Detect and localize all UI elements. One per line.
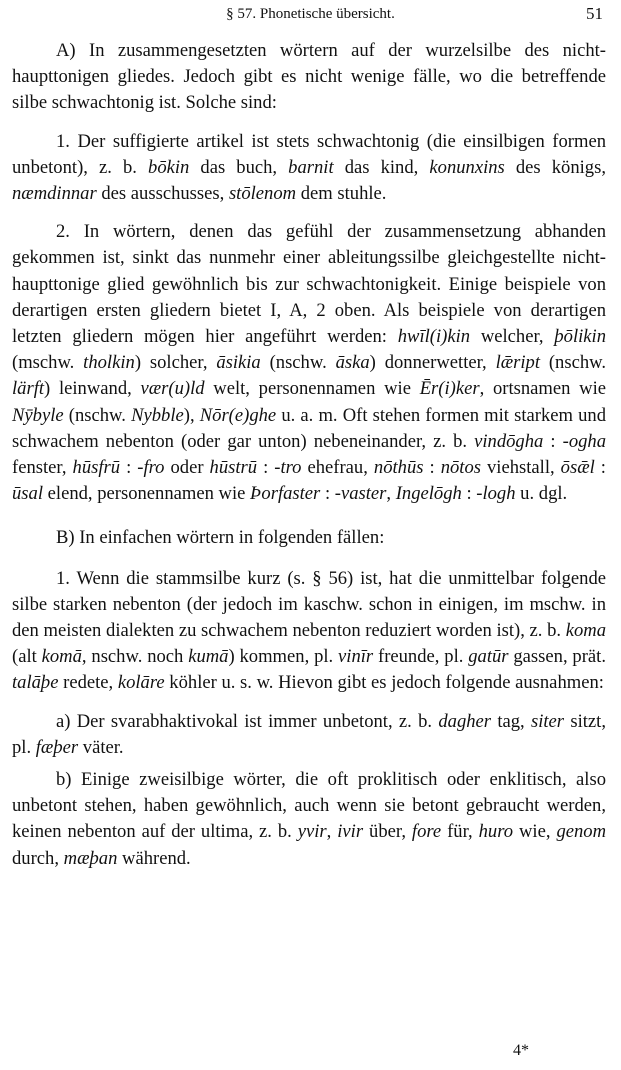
text-run: (nschw.: [260, 352, 336, 374]
cited-form: vær(u)ld: [140, 378, 205, 400]
cited-form: þōlikin: [554, 326, 606, 348]
cited-form: Ingelōgh: [395, 483, 462, 505]
cited-form: Þorfaster: [250, 483, 321, 505]
cited-form: vindōgha: [474, 430, 544, 452]
text-run: welt, personennamen wie: [204, 378, 420, 400]
paragraph-a-intro: [12, 38, 606, 117]
text-run: gassen, prät.: [508, 646, 606, 668]
cited-form: hūstrū: [209, 457, 258, 479]
page-number: 51: [586, 4, 603, 23]
text-run: tag,: [491, 710, 531, 732]
cited-form: āska: [335, 352, 370, 374]
text-run: durch,: [12, 847, 64, 869]
text-body: [12, 38, 606, 878]
text-run: :: [594, 457, 606, 479]
text-run: väter.: [78, 736, 124, 758]
cited-form: siter: [530, 710, 565, 732]
text-run: elend, personennamen wie: [43, 483, 251, 505]
text-run: das kind,: [333, 156, 430, 178]
cited-form: vinīr: [338, 646, 374, 668]
text-run: (nschw.: [63, 404, 132, 426]
paragraph-b-intro: [12, 525, 606, 551]
text-run: (mschw.: [12, 352, 84, 374]
text-run: 1. Der suffigierte artikel ist stets schwachtonig (die einsilbigen formen unbetont), z. b.: [12, 130, 606, 178]
cited-form: gatūr: [468, 646, 509, 668]
text-run: dem stuhle.: [296, 183, 387, 205]
text-run: (nschw.: [540, 352, 606, 374]
cited-form: nōthūs: [373, 457, 424, 479]
text-run: das buch,: [189, 156, 289, 178]
cited-form: lǣript: [495, 352, 540, 374]
paragraph-b-1b: [12, 767, 606, 872]
cited-form: konunxins: [429, 156, 505, 178]
text-run: 2. In wörtern, denen das gefühl der zusammensetzung abhanden gekommen ist, sinkt das nunmehr einer ableitungssilbe gleichgestellte nicht-haupttonige glied gewöhnlich bis zur schwachtonigkeit. Einige beispiele von derartigen ersten gliedern bietet I, A, 2 oben. Als beispiele von derartigen letzten gliedern mögen hier angeführt werden:: [12, 221, 606, 348]
text-run: ),: [183, 404, 200, 426]
cited-form: hwīl(i)kin: [397, 326, 471, 348]
cited-form: tholkin: [83, 352, 135, 374]
cited-form: yvir: [297, 821, 327, 843]
cited-form: stōlenom: [228, 183, 297, 205]
text-run: ,: [326, 821, 338, 843]
cited-form: Nȳbyle: [12, 404, 64, 426]
text-run: wie,: [513, 821, 557, 843]
cited-form: komā: [41, 646, 82, 668]
text-run: u. dgl.: [515, 483, 568, 505]
cited-form: hūsfrū: [72, 457, 121, 479]
text-run: des königs,: [504, 156, 606, 178]
text-run: , ortsnamen wie: [479, 378, 606, 400]
text-run: sitzt, pl.: [12, 710, 606, 758]
text-run: u. a. m. Oft stehen formen mit starkem und schwachem nebenton (oder gar unton) nebeneinander, z. b.: [12, 404, 606, 452]
text-run: freunde, pl.: [373, 646, 469, 668]
paragraph-b-1a: [12, 709, 606, 761]
text-run: fenster,: [12, 457, 73, 479]
cited-form: lärft: [12, 378, 45, 400]
text-run: ,: [386, 483, 396, 505]
text-run: :: [461, 483, 477, 505]
text-run: a) Der svarabhaktivokal ist immer unbetont, z. b.: [56, 710, 439, 732]
cited-form: koma: [565, 620, 606, 642]
text-run: über,: [363, 821, 412, 843]
text-run: ) donnerwetter,: [369, 352, 496, 374]
cited-form: bōkin: [148, 156, 190, 178]
cited-form: -ogha: [562, 430, 607, 452]
text-run: ) leinwand,: [44, 378, 141, 400]
text-run: B) In einfachen wörtern in folgenden fällen:: [56, 527, 385, 549]
text-run: , nschw. noch: [81, 646, 189, 668]
running-title: § 57. Phonetische übersicht.: [226, 6, 395, 22]
text-run: :: [120, 457, 138, 479]
cited-form: nōtos: [440, 457, 481, 479]
text-run: :: [423, 457, 441, 479]
text-run: ehefrau,: [301, 457, 374, 479]
cited-form: ōsǣl: [560, 457, 595, 479]
cited-form: talāþe: [12, 672, 59, 694]
text-run: des ausschusses,: [96, 183, 229, 205]
text-run: :: [320, 483, 335, 505]
cited-form: fæþer: [35, 736, 79, 758]
cited-form: āsikia: [216, 352, 261, 374]
cited-form: barnit: [288, 156, 334, 178]
text-run: A) In zusammengesetzten wörtern auf der wurzelsilbe des nicht-haupttonigen gliedes. Jedoch gibt es nicht wenige fälle, wo die betreffende silbe schwachtonig ist. Solche sind:: [12, 40, 606, 114]
text-run: oder: [164, 457, 210, 479]
cited-form: ivir: [337, 821, 364, 843]
cited-form: -logh: [476, 483, 516, 505]
cited-form: fore: [411, 821, 442, 843]
cited-form: -tro: [274, 457, 302, 479]
cited-form: mæþan: [63, 847, 118, 869]
text-run: b) Einige zweisilbige wörter, die oft proklitisch oder enklitisch, also unbetont stehen, haben gewöhnlich, auch wenn sie betont gebraucht werden, keinen nebenton auf der ultima, z. b.: [12, 769, 606, 843]
text-run: viehstall,: [480, 457, 561, 479]
cited-form: ūsal: [12, 483, 43, 505]
text-run: :: [257, 457, 275, 479]
cited-form: Nōr(e)ghe: [199, 404, 277, 426]
text-run: ) kommen, pl.: [228, 646, 339, 668]
cited-form: dagher: [438, 710, 492, 732]
text-run: köhler u. s. w. Hievon gibt es jedoch folgende ausnahmen:: [164, 672, 604, 694]
cited-form: næmdinnar: [12, 183, 97, 205]
paragraph-a-1: [12, 129, 606, 208]
paragraph-a-2: [12, 219, 606, 507]
cited-form: -vaster: [334, 483, 387, 505]
cited-form: huro: [478, 821, 514, 843]
text-run: :: [543, 430, 563, 452]
text-run: für,: [441, 821, 479, 843]
text-run: während.: [117, 847, 191, 869]
cited-form: Nybble: [131, 404, 184, 426]
text-run: redete,: [58, 672, 118, 694]
cited-form: kolāre: [117, 672, 165, 694]
cited-form: Ēr(i)ker: [419, 378, 480, 400]
cited-form: -fro: [137, 457, 165, 479]
text-run: welcher,: [470, 326, 555, 348]
cited-form: genom: [556, 821, 607, 843]
signature-mark: 4*: [513, 1042, 529, 1059]
cited-form: kumā: [188, 646, 229, 668]
text-run: 1. Wenn die stammsilbe kurz (s. § 56) ist, hat die unmittelbar folgende silbe starken nebenton (der jedoch im kaschw. schon in einigen, im mschw. in den meisten dialekten zu schwachem nebenton reduziert worden ist), z. b.: [12, 567, 606, 642]
text-run: (alt: [12, 646, 42, 668]
paragraph-b-1: [12, 566, 606, 697]
text-run: ) solcher,: [134, 352, 217, 374]
running-header: [14, 4, 607, 28]
